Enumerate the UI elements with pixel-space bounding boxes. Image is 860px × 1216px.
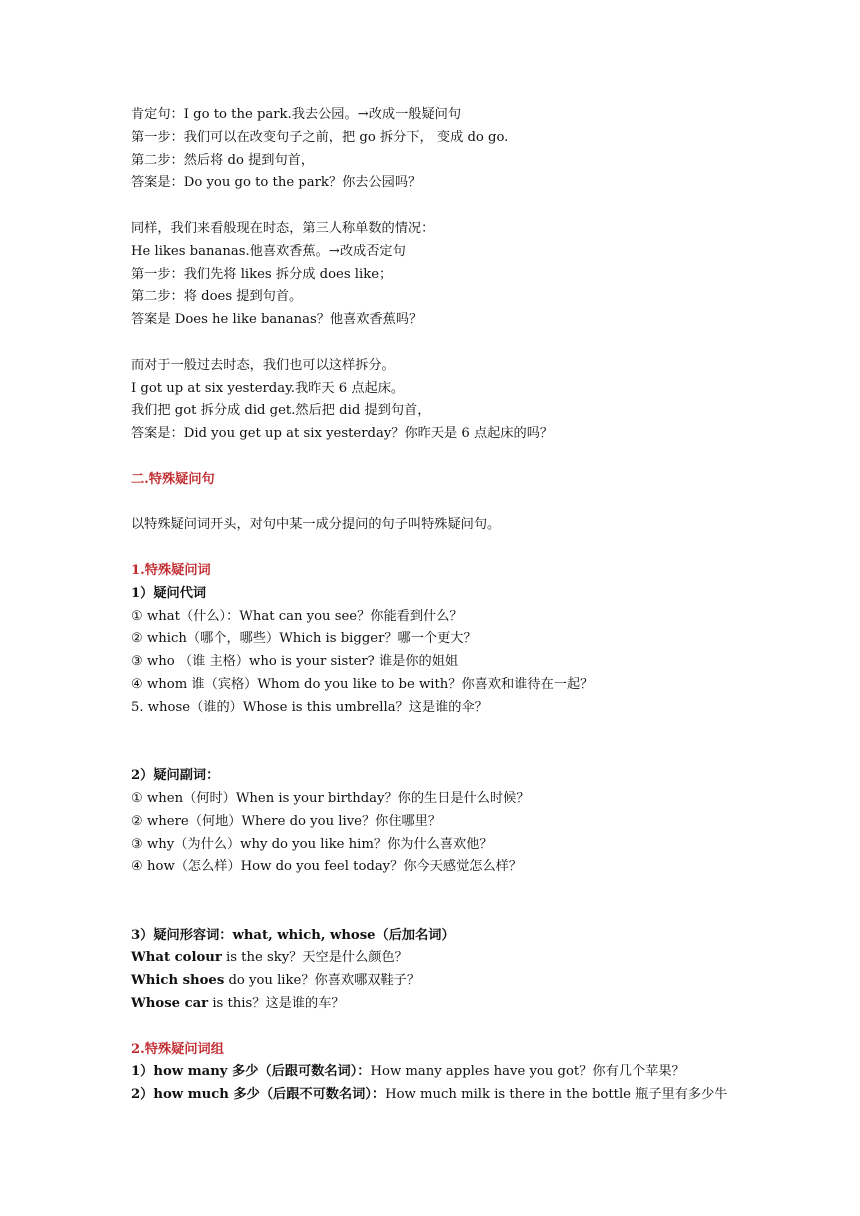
example-line: [131, 970, 811, 993]
subheading: 2）疑问副词：: [131, 768, 220, 784]
text-line: 5. whose（谁的）Whose is this umbrella？这是谁的伞？: [131, 699, 488, 715]
text-line: 答案是：Do you go to the park？你去公园吗？: [131, 175, 422, 191]
text-line: 第二步：将 does 提到句首。: [131, 289, 303, 305]
blank-line: [131, 195, 811, 218]
blank-line: [131, 446, 811, 469]
text-line: ② where（何地）Where do you live？你住哪里？: [131, 813, 442, 829]
text-line: 我们把 got 拆分成 did get.然后把 did 提到句首，: [131, 403, 431, 419]
line-text: is this？这是谁的车？: [208, 996, 345, 1012]
text-line: ③ who （谁 主格）who is your sister? 谁是你的姐姐: [131, 654, 459, 670]
text-line: 而对于一般过去时态，我们也可以这样拆分。: [131, 357, 395, 373]
text-line: ③ why（为什么）why do you like him？你为什么喜欢他？: [131, 836, 493, 852]
blank-line: [131, 1016, 811, 1039]
text-line: ① what（什么）：What can you see？你能看到什么？: [131, 608, 463, 624]
text-line: ④ whom 谁（宾格）Whom do you like to be with？你喜欢和谁待在一起？: [131, 676, 594, 692]
subheading: 1）疑问代词: [131, 585, 207, 601]
text-line: 答案是 Does he like bananas？他喜欢香蕉吗？: [131, 312, 423, 328]
blank-line: [131, 492, 811, 515]
document-page: [131, 104, 811, 1107]
text-line: 肯定句：I go to the park.我去公园。→改成一般疑问句: [131, 107, 462, 122]
line-text: How many apples have you got？你有几个苹果？: [370, 1064, 685, 1080]
example-line: [131, 947, 811, 970]
line-text: is the sky？天空是什么颜色？: [221, 950, 408, 966]
text-line: ② which（哪个，哪些）Which is bigger？哪一个更大？: [131, 631, 477, 647]
text-line: I got up at six yesterday.我昨天 6 点起床。: [131, 380, 405, 396]
text-line: 以特殊疑问词开头，对句中某一成分提问的句子叫特殊疑问句。: [131, 517, 501, 533]
text-line: 第一步：我们先将 likes 拆分成 does like；: [131, 266, 393, 282]
text-line: ④ how（怎么样）How do you feel today？你今天感觉怎么样？: [131, 859, 523, 875]
example-line: [131, 1084, 811, 1107]
text-line: 答案是：Did you get up at six yesterday？你昨天是 6 点起床的吗？: [131, 426, 554, 442]
line-text: How much milk is there in the bottle 瓶子里有多少牛: [385, 1087, 728, 1103]
example-line: [131, 993, 811, 1016]
text-line: 同样，我们来看般现在时态，第三人称单数的情况：: [131, 220, 435, 236]
text-line: 第二步：然后将 do 提到句首，: [131, 152, 315, 168]
bold-phrase: 1）how many 多少（后跟可数名词）：: [131, 1064, 371, 1080]
section-heading: 二.特殊疑问句: [131, 471, 215, 487]
bold-phrase: 2）how much 多少（后跟不可数名词）：: [131, 1087, 386, 1103]
blank-line: [131, 879, 811, 925]
text-line: He likes bananas.他喜欢香蕉。→改成否定句: [131, 243, 406, 259]
bold-phrase: Whose car: [131, 996, 209, 1012]
section-heading: 1.特殊疑问词: [131, 562, 211, 578]
example-line: [131, 1061, 811, 1084]
section-heading: 2.特殊疑问词组: [131, 1041, 224, 1057]
bold-phrase: Which shoes: [131, 973, 225, 989]
text-line: 第一步：我们可以在改变句子之前，把 go 拆分下， 变成 do go.: [131, 129, 509, 145]
text-line: ① when（何时）When is your birthday？你的生日是什么时候？: [131, 790, 530, 806]
line-text: do you like？你喜欢哪双鞋子？: [224, 973, 421, 989]
blank-line: [131, 332, 811, 355]
blank-line: [131, 720, 811, 766]
blank-line: [131, 537, 811, 560]
subheading: 3）疑问形容词：what, which, whose（后加名词）: [131, 927, 455, 943]
bold-phrase: What colour: [131, 950, 222, 966]
